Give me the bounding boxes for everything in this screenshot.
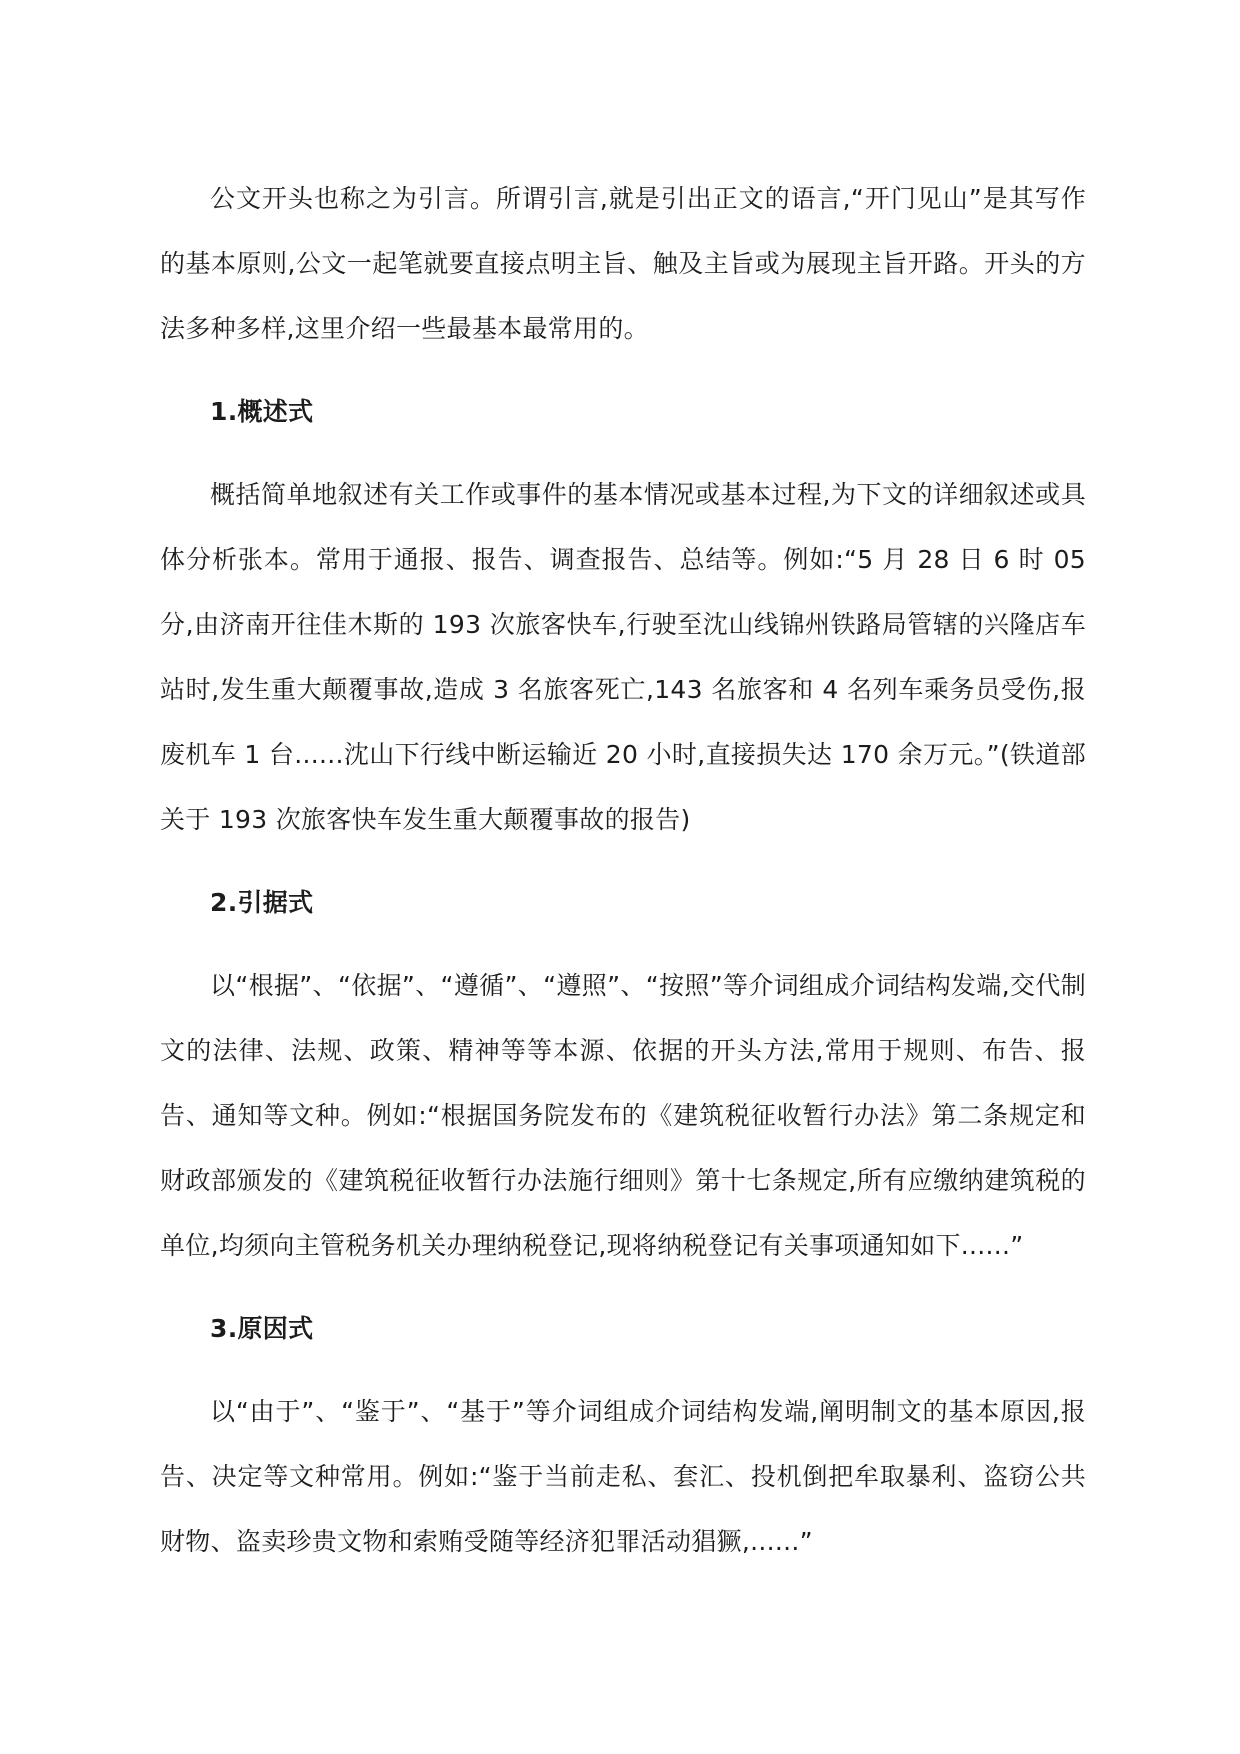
- section-heading-cause: 3.原因式: [210, 1314, 314, 1343]
- section-heading-citation: 2.引据式: [210, 888, 314, 917]
- spacer: [160, 361, 1086, 379]
- spacer: [160, 935, 1086, 953]
- intro-paragraph: 公文开头也称之为引言。所谓引言,就是引出正文的语言,“开门见山”是其写作的基本原则,公文一起笔就要直接点明主旨、触及主旨或为展现主旨开路。开头的方法多种多样,这里介绍一些最基本最常用的。: [160, 184, 1086, 343]
- spacer: [160, 444, 1086, 462]
- section-body-cause: 以“由于”、“鉴于”、“基于”等介词组成介词结构发端,阐明制文的基本原因,报告、决定等文种常用。例如:“鉴于当前走私、套汇、投机倒把牟取暴利、盗窃公共财物、盗卖珍贵文物和索贿受随等经济犯罪活动猖獗,......”: [160, 1397, 1086, 1556]
- section-body-citation: 以“根据”、“依据”、“遵循”、“遵照”、“按照”等介词组成介词结构发端,交代制文的法律、法规、政策、精神等等本源、依据的开头方法,常用于规则、布告、报告、通知等文种。例如:“根据国务院发布的《建筑税征收暂行办法》第二条规定和财政部颁发的《建筑税征收暂行办法施行细则》第十七条规定,所有应缴纳建筑税的单位,均须向主管税务机关办理纳税登记,现将纳税登记有关事项通知如下......”: [160, 971, 1086, 1260]
- spacer: [160, 852, 1086, 870]
- spacer: [160, 1278, 1086, 1296]
- document-body: [160, 166, 1086, 1574]
- section-body-overview: 概括简单地叙述有关工作或事件的基本情况或基本过程,为下文的详细叙述或具体分析张本。常用于通报、报告、调查报告、总结等。例如:“5 月 28 日 6 时 05 分,由济南开往佳木斯的 193 次旅客快车,行驶至沈山线锦州铁路局管辖的兴隆店车站时,发生重大颠覆事故,造成 3 名旅客死亡,143 名旅客和 4 名列车乘务员受伤,报废机车 1 台......沈山下行线中断运输近 20 小时,直接损失达 170 余万元。”(铁道部关于 193 次旅客快车发生重大颠覆事故的报告): [160, 480, 1086, 834]
- section-heading-overview: 1.概述式: [210, 397, 314, 426]
- spacer: [160, 1361, 1086, 1379]
